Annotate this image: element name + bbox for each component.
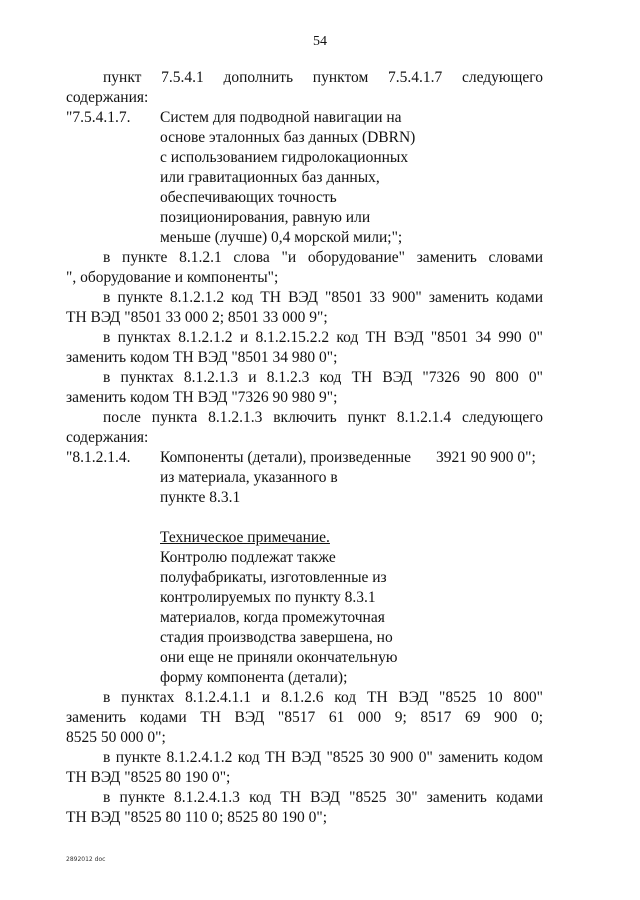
paragraph-line: в пункте 8.1.2.4.1.2 код ТН ВЭД "8525 30 900 0" заменить кодом [103,749,543,766]
note-text-line: они еще не приняли окончательную [160,649,398,666]
paragraph-line: заменить кодом ТН ВЭД "7326 90 980 9"; [66,389,338,406]
technical-note-heading: Техническое примечание. [160,529,330,546]
note-text-line: материалов, когда промежуточная [160,609,385,626]
paragraph-line: после пункта 8.1.2.1.3 включить пункт 8.1.2.1.4 следующего [103,409,543,426]
paragraph-line: заменить кодом ТН ВЭД "8501 34 980 0"; [66,349,338,366]
page-number: 54 [313,34,327,49]
note-text-line: стадия производства завершена, но [160,629,393,646]
paragraph-line: ТН ВЭД "8525 80 110 0; 8525 80 190 0"; [66,809,328,826]
item-text-line: обеспечивающих точность [160,189,337,206]
paragraph-line: в пункте 8.1.2.1 слова "и оборудование" заменить словами [103,249,543,266]
item-text-line: из материала, указанного в [160,469,338,486]
note-text-line: контролируемых по пункту 8.3.1 [160,589,376,606]
paragraph-line: пункт 7.5.4.1 дополнить пунктом 7.5.4.1.7 следующего [103,69,543,86]
paragraph-line: содержания: [66,429,149,446]
paragraph-line: в пунктах 8.1.2.1.2 и 8.1.2.15.2.2 код ТН ВЭД "8501 34 990 0" [103,329,543,346]
paragraph-line: заменить кодами ТН ВЭД "8517 61 000 9; 8517 69 900 0; [66,709,543,726]
note-text-line: форму компонента (детали); [160,669,348,686]
item-number: "8.1.2.1.4. [66,449,131,466]
item-text-line: позиционирования, равную или [160,209,371,226]
item-text-line: Систем для подводной навигации на [160,109,402,126]
note-text-line: полуфабрикаты, изготовленные из [160,569,387,586]
item-code: 3921 90 900 0"; [436,449,536,466]
paragraph-line: в пунктах 8.1.2.1.3 и 8.1.2.3 код ТН ВЭД "7326 90 800 0" [103,369,543,386]
paragraph-line: ", оборудование и компоненты"; [66,269,279,286]
item-text-line: пункте 8.3.1 [160,489,241,506]
paragraph-line: содержания: [66,89,149,106]
paragraph-line: 8525 50 000 0"; [66,729,166,746]
item-text-line: основе эталонных баз данных (DBRN) [160,129,416,146]
paragraph-line: ТН ВЭД "8525 80 190 0"; [66,769,231,786]
paragraph-line: ТН ВЭД "8501 33 000 2; 8501 33 000 9"; [66,309,328,326]
paragraph-line: в пункте 8.1.2.4.1.3 код ТН ВЭД "8525 30" заменить кодами [103,789,543,806]
paragraph-line: в пункте 8.1.2.1.2 код ТН ВЭД "8501 33 900" заменить кодами [103,289,543,306]
item-number: "7.5.4.1.7. [66,109,131,126]
item-text-line: Компоненты (детали), произведенные [160,449,412,466]
item-text-line: с использованием гидролокационных [160,149,409,166]
footer-filename: 2892012 doc [66,856,106,863]
paragraph-line: в пунктах 8.1.2.4.1.1 и 8.1.2.6 код ТН ВЭД "8525 10 800" [103,689,543,706]
note-text-line: Контролю подлежат также [160,549,336,566]
item-text-line: или гравитационных баз данных, [160,169,380,186]
item-text-line: меньше (лучше) 0,4 морской мили;"; [160,229,403,246]
